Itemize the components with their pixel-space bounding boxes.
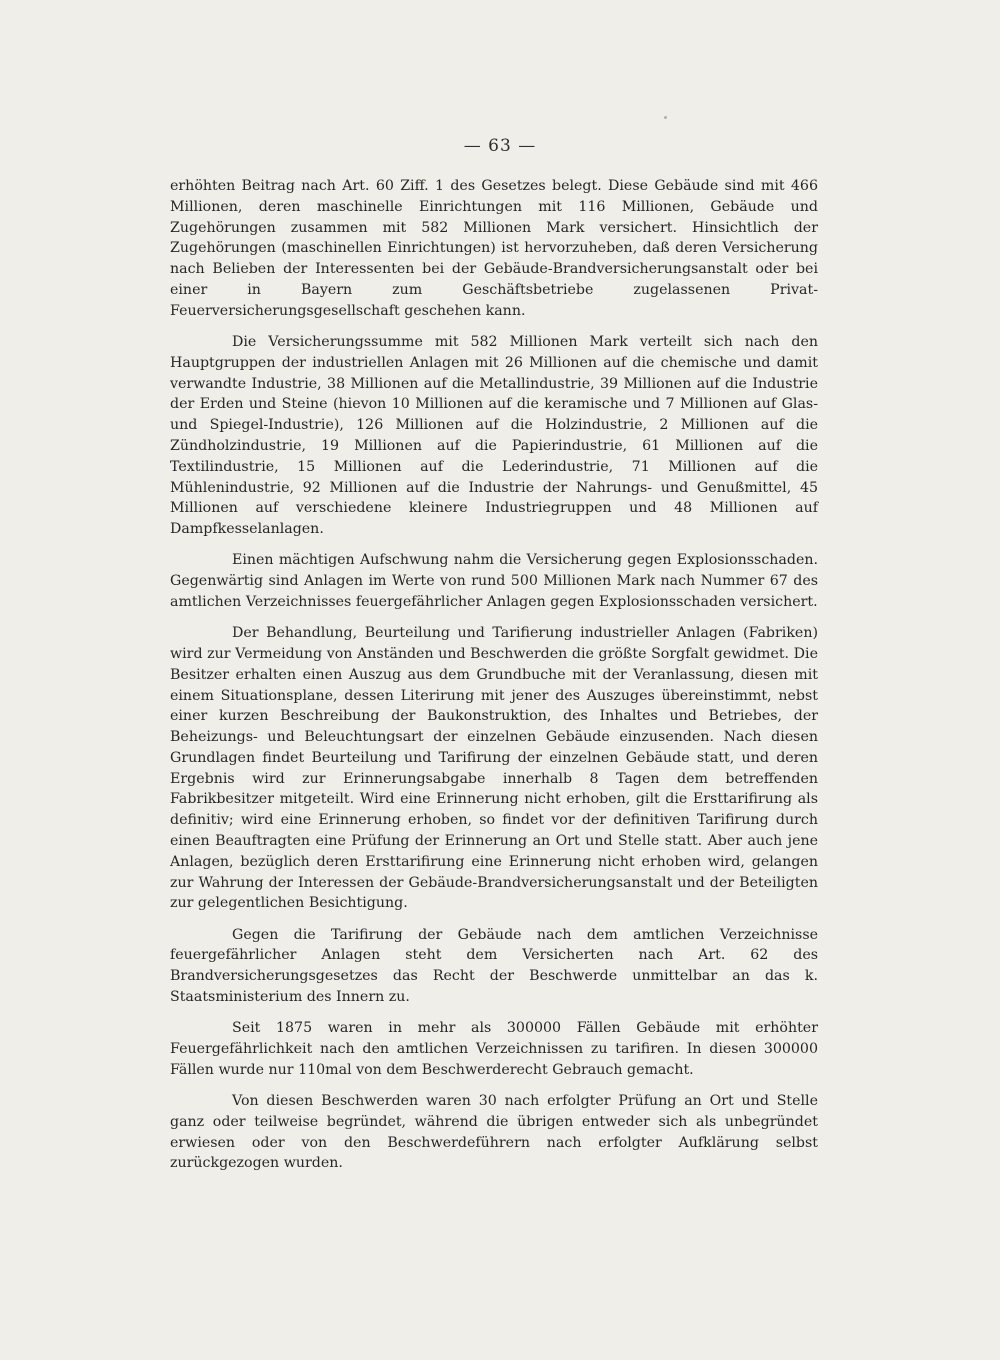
body-text xyxy=(170,176,818,1174)
paragraph-1: erhöhten Beitrag nach Art. 60 Ziff. 1 des Gesetzes belegt. Diese Gebäude sind mit 466 Millionen, deren maschinelle Einrichtungen mit 116 Millionen, Gebäude und Zugehörungen zusammen mit 582 Millionen Mark versichert. Hinsichtlich der Zugehörungen (maschinellen Einrichtungen) ist hervorzuheben, daß deren Versicherung nach Belieben der Interessenten bei der Gebäude-Brandversicherungsanstalt oder bei einer in Bayern zum Geschäftsbetriebe zugelassenen Privat-Feuerversicherungsgesellschaft geschehen kann. xyxy=(170,178,818,319)
paragraph-2: Die Versicherungssumme mit 582 Millionen Mark verteilt sich nach den Hauptgruppen der industriellen Anlagen mit 26 Millionen auf die chemische und damit verwandte Industrie, 38 Millionen auf die Metallindustrie, 39 Millionen auf die Industrie der Erden und Steine (hievon 10 Millionen auf die keramische und 7 Millionen auf Glas- und Spiegel-Industrie), 126 Millionen auf die Holzindustrie, 2 Millionen auf die Zündholzindustrie, 19 Millionen auf die Papierindustrie, 61 Millionen auf die Textilindustrie, 15 Millionen auf die Lederindustrie, 71 Millionen auf die Mühlenindustrie, 92 Millionen auf die Industrie der Nahrungs- und Genußmittel, 45 Millionen auf verschiedene kleinere Industriegruppen und 48 Millionen auf Dampfkesselanlagen. xyxy=(170,333,818,538)
paragraph-7: Von diesen Beschwerden waren 30 nach erfolgter Prüfung an Ort und Stelle ganz oder teilweise begründet, während die übrigen entweder sich als unbegründet erwiesen oder von den Beschwerdeführern nach erfolgter Aufklärung selbst zurückgezogen wurden. xyxy=(170,1093,818,1172)
paragraph-3: Einen mächtigen Aufschwung nahm die Versicherung gegen Explosionsschaden. Gegenwärtig sind Anlagen im Werte von rund 500 Millionen Mark nach Nummer 67 des amtlichen Verzeichnisses feuergefährlicher Anlagen gegen Explosionsschaden versichert. xyxy=(170,552,818,610)
paper-speck xyxy=(664,116,667,119)
paragraph-4: Der Behandlung, Beurteilung und Tarifierung industrieller Anlagen (Fabriken) wird zur Vermeidung von Anständen und Beschwerden die größte Sorgfalt gewidmet. Die Besitzer erhalten einen Auszug aus dem Grundbuche mit der Veranlassung, diesen mit einem Situationsplane, dessen Literirung mit jener des Auszuges übereinstimmt, nebst einer kurzen Beschreibung der Baukonstruktion, des Inhaltes und Betriebes, der Beheizungs- und Beleuchtungsart der einzelnen Gebäude einzusenden. Nach diesen Grundlagen findet Beurteilung und Tarifirung der einzelnen Gebäude statt, und deren Ergebnis wird zur Erinnerungsabgabe innerhalb 8 Tagen dem betreffenden Fabrikbesitzer mitgeteilt. Wird eine Erinnerung nicht erhoben, gilt die Ersttarifirung als definitiv; wird eine Erinnerung erhoben, so findet vor der definitiven Tarifirung durch einen Beauftragten eine Prüfung der Erinnerung an Ort und Stelle statt. Aber auch jene Anlagen, bezüglich deren Ersttarifirung eine Erinnerung nicht erhoben wird, gelangen zur Wahrung der Interessen der Gebäude-Brandversicherungsanstalt und der Beteiligten zur gelegentlichen Besichtigung. xyxy=(170,625,818,912)
paragraph-5: Gegen die Tarifirung der Gebäude nach dem amtlichen Verzeichnisse feuergefährlicher Anlagen steht dem Versicherten nach Art. 62 des Brandversicherungsgesetzes das Recht der Beschwerde unmittelbar an das k. Staatsministerium des Innern zu. xyxy=(170,926,818,1006)
page-number: — 63 — xyxy=(463,136,537,156)
paragraph-6: Seit 1875 waren in mehr als 300000 Fällen Gebäude mit erhöhter Feuergefährlichkeit nach den amtlichen Verzeichnissen zu tarifiren. In diesen 300000 Fällen wurde nur 110mal von dem Beschwerderecht Gebrauch gemacht. xyxy=(170,1020,818,1078)
